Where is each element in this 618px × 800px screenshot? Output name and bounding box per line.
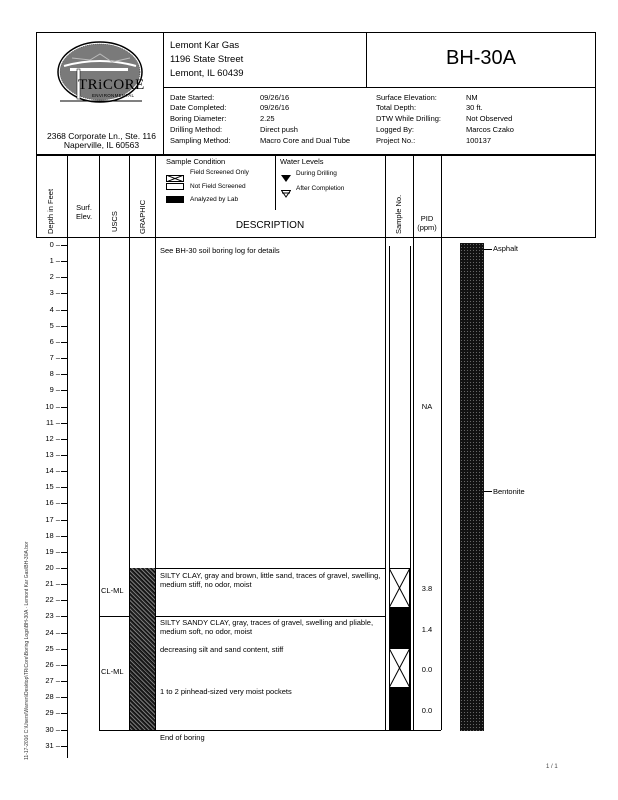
info-value-logged-by: Marcos Czako bbox=[466, 125, 514, 134]
col-pid-label: PID (ppm) bbox=[417, 214, 437, 232]
sample-lab-1 bbox=[389, 608, 410, 648]
well-label-asphalt: Asphalt bbox=[493, 244, 519, 253]
depth-tick bbox=[61, 665, 67, 666]
col-description-label: DESCRIPTION bbox=[235, 220, 305, 231]
well-column bbox=[460, 243, 484, 731]
footer-file-path: 11-17-2016 C:\Users\Warren\Desktop\TRiCore\Boring Logs\BH-30A · Lemont Kar Gas\BH-30A.bor bbox=[24, 541, 30, 760]
depth-tick-label: 13 – bbox=[45, 450, 60, 459]
pid-value-na: NA bbox=[421, 402, 433, 411]
pid-value-2: 1.4 bbox=[421, 625, 433, 634]
col-elev-label-1: Surf. bbox=[76, 203, 92, 212]
description-layer-2: SILTY SANDY CLAY, gray, traces of gravel, swelling and pliable, medium soft, no odor, moist bbox=[160, 618, 374, 636]
info-value-date-started: 09/26/16 bbox=[260, 93, 290, 102]
logo-subtitle: ENVIRONMENTAL bbox=[92, 93, 135, 98]
info-value-date-completed: 09/26/16 bbox=[260, 103, 290, 112]
uscs-layer-1: CL-ML bbox=[101, 586, 124, 595]
depth-tick bbox=[61, 649, 67, 650]
depth-tick-label: 6 – bbox=[49, 337, 60, 346]
depth-tick-label: 10 – bbox=[45, 402, 60, 411]
info-value-dtw: Not Observed bbox=[466, 114, 513, 123]
depth-tick bbox=[61, 503, 67, 504]
legend-lab-text: Analyzed by Lab bbox=[190, 196, 239, 203]
client-city: Lemont, IL 60439 bbox=[170, 68, 244, 79]
depth-tick-label: 14 – bbox=[45, 466, 60, 475]
col-elev-label-2: Elev. bbox=[75, 212, 93, 221]
depth-tick-label: 24 – bbox=[45, 628, 60, 637]
depth-tick-label: 3 – bbox=[49, 288, 60, 297]
depth-tick-label: 8 – bbox=[49, 369, 60, 378]
depth-tick-label: 26 – bbox=[45, 660, 60, 669]
depth-tick bbox=[61, 681, 67, 682]
depth-tick-label: 2 – bbox=[49, 272, 60, 281]
depth-tick bbox=[61, 439, 67, 440]
depth-tick bbox=[61, 616, 67, 617]
legend-not-screened-text: Not Field Screened bbox=[190, 183, 246, 190]
depth-tick-label: 1 – bbox=[49, 256, 60, 265]
depth-tick bbox=[61, 633, 67, 634]
info-value-diameter: 2.25 bbox=[260, 114, 275, 123]
depth-tick bbox=[61, 293, 67, 294]
legend-not-screened-icon bbox=[166, 183, 184, 190]
info-label-surface-elev: Surface Elevation: bbox=[376, 93, 437, 102]
info-label-diameter: Boring Diameter: bbox=[170, 114, 227, 123]
company-address-line1: 2368 Corporate Ln., Ste. 116 bbox=[46, 131, 156, 141]
soil-graphic-fill bbox=[130, 568, 155, 730]
water-during-icon bbox=[281, 170, 291, 178]
description-layer-1: SILTY CLAY, gray and brown, little sand, traces of gravel, swelling, medium stiff, no odor, moist bbox=[160, 571, 381, 589]
depth-tick-label: 16 – bbox=[45, 498, 60, 507]
depth-tick-label: 5 – bbox=[49, 321, 60, 330]
depth-tick bbox=[61, 277, 67, 278]
pid-value-3: 0.0 bbox=[421, 665, 433, 674]
col-sample-no-label: Sample No. bbox=[394, 194, 403, 234]
depth-tick-label: 27 – bbox=[45, 676, 60, 685]
depth-tick bbox=[61, 342, 67, 343]
depth-tick-label: 18 – bbox=[45, 531, 60, 540]
company-address-line2: Naperville, IL 60563 bbox=[63, 140, 140, 150]
note-end: End of boring bbox=[160, 733, 205, 742]
depth-tick-label: 25 – bbox=[45, 644, 60, 653]
depth-tick bbox=[61, 730, 67, 731]
depth-tick-label: 7 – bbox=[49, 353, 60, 362]
depth-tick-label: 22 – bbox=[45, 595, 60, 604]
depth-tick bbox=[61, 697, 67, 698]
note-pockets: 1 to 2 pinhead-sized very moist pockets bbox=[160, 687, 292, 696]
depth-tick-label: 12 – bbox=[45, 434, 60, 443]
col-depth-label: Depth in Feet bbox=[46, 188, 55, 234]
client-street: 1196 State Street bbox=[170, 54, 244, 65]
info-label-logged-by: Logged By: bbox=[376, 125, 414, 134]
depth-tick bbox=[61, 358, 67, 359]
sample-field-screened-1 bbox=[389, 568, 410, 608]
sample-lab-2 bbox=[389, 688, 410, 730]
depth-tick bbox=[61, 487, 67, 488]
legend-water-title: Water Levels bbox=[280, 157, 324, 166]
depth-tick bbox=[61, 390, 67, 391]
col-graphic-label: GRAPHIC bbox=[138, 199, 147, 234]
info-label-date-completed: Date Completed: bbox=[170, 103, 227, 112]
depth-tick-label: 30 – bbox=[45, 725, 60, 734]
legend-field-screened-text: Field Screened Only bbox=[190, 169, 249, 176]
depth-tick-label: 21 – bbox=[45, 579, 60, 588]
pid-value-4: 0.0 bbox=[421, 706, 433, 715]
info-label-date-started: Date Started: bbox=[170, 93, 215, 102]
depth-tick-label: 9 – bbox=[49, 385, 60, 394]
pid-value-1: 3.8 bbox=[421, 584, 433, 593]
depth-tick bbox=[61, 261, 67, 262]
depth-tick bbox=[61, 310, 67, 311]
info-value-project-no: 100137 bbox=[466, 136, 492, 145]
well-label-bentonite: Bentonite bbox=[493, 487, 525, 496]
legend-lab-icon bbox=[166, 196, 184, 203]
depth-tick-label: 4 – bbox=[49, 305, 60, 314]
info-label-total-depth: Total Depth: bbox=[376, 103, 417, 112]
info-value-sampling-method: Macro Core and Dual Tube bbox=[260, 136, 351, 145]
uscs-layer-2: CL-ML bbox=[101, 667, 124, 676]
depth-tick bbox=[61, 245, 67, 246]
depth-tick bbox=[61, 423, 67, 424]
info-value-total-depth: 30 ft. bbox=[466, 103, 483, 112]
depth-tick bbox=[61, 568, 67, 569]
depth-tick-label: 28 – bbox=[45, 692, 60, 701]
depth-tick-label: 19 – bbox=[45, 547, 60, 556]
depth-tick-label: 23 – bbox=[45, 611, 60, 620]
depth-tick bbox=[61, 552, 67, 553]
legend-sample-title: Sample Condition bbox=[166, 157, 226, 166]
depth-tick-label: 29 – bbox=[45, 708, 60, 717]
info-label-project-no: Project No.: bbox=[376, 136, 416, 145]
client-name: Lemont Kar Gas bbox=[170, 40, 240, 51]
depth-tick-label: 11 – bbox=[45, 418, 60, 427]
note-top: See BH-30 soil boring log for details bbox=[160, 246, 280, 255]
info-value-drilling-method: Direct push bbox=[260, 125, 298, 134]
legend-water-during-text: During Drilling bbox=[296, 170, 337, 177]
sample-field-screened-2 bbox=[389, 648, 410, 688]
logo-wordmark: TRiCORE bbox=[78, 77, 145, 93]
col-uscs-label: USCS bbox=[110, 211, 119, 232]
depth-tick-label: 31 – bbox=[45, 741, 60, 750]
legend-field-screened-icon bbox=[166, 169, 184, 176]
depth-tick bbox=[61, 600, 67, 601]
depth-tick bbox=[61, 713, 67, 714]
depth-tick-label: 0 – bbox=[49, 240, 60, 249]
info-label-drilling-method: Drilling Method: bbox=[170, 125, 223, 134]
boring-id: BH-30A bbox=[445, 47, 517, 69]
depth-tick bbox=[61, 374, 67, 375]
info-value-surface-elev: NM bbox=[466, 93, 478, 102]
depth-tick bbox=[61, 407, 67, 408]
info-label-dtw: DTW While Drilling: bbox=[376, 114, 442, 123]
depth-tick-label: 15 – bbox=[45, 482, 60, 491]
depth-tick bbox=[61, 471, 67, 472]
depth-tick bbox=[61, 520, 67, 521]
depth-tick bbox=[61, 455, 67, 456]
info-label-sampling-method: Sampling Method: bbox=[170, 136, 231, 145]
note-decreasing: decreasing silt and sand content, stiff bbox=[160, 645, 284, 654]
depth-tick bbox=[61, 746, 67, 747]
depth-tick bbox=[61, 326, 67, 327]
footer-page-mark: 1 / 1 bbox=[546, 764, 558, 770]
depth-tick-label: 20 – bbox=[45, 563, 60, 572]
depth-tick bbox=[61, 584, 67, 585]
water-after-icon bbox=[281, 185, 291, 193]
depth-tick-label: 17 – bbox=[45, 515, 60, 524]
legend-water-after-text: After Completion bbox=[296, 185, 345, 192]
depth-tick bbox=[61, 536, 67, 537]
